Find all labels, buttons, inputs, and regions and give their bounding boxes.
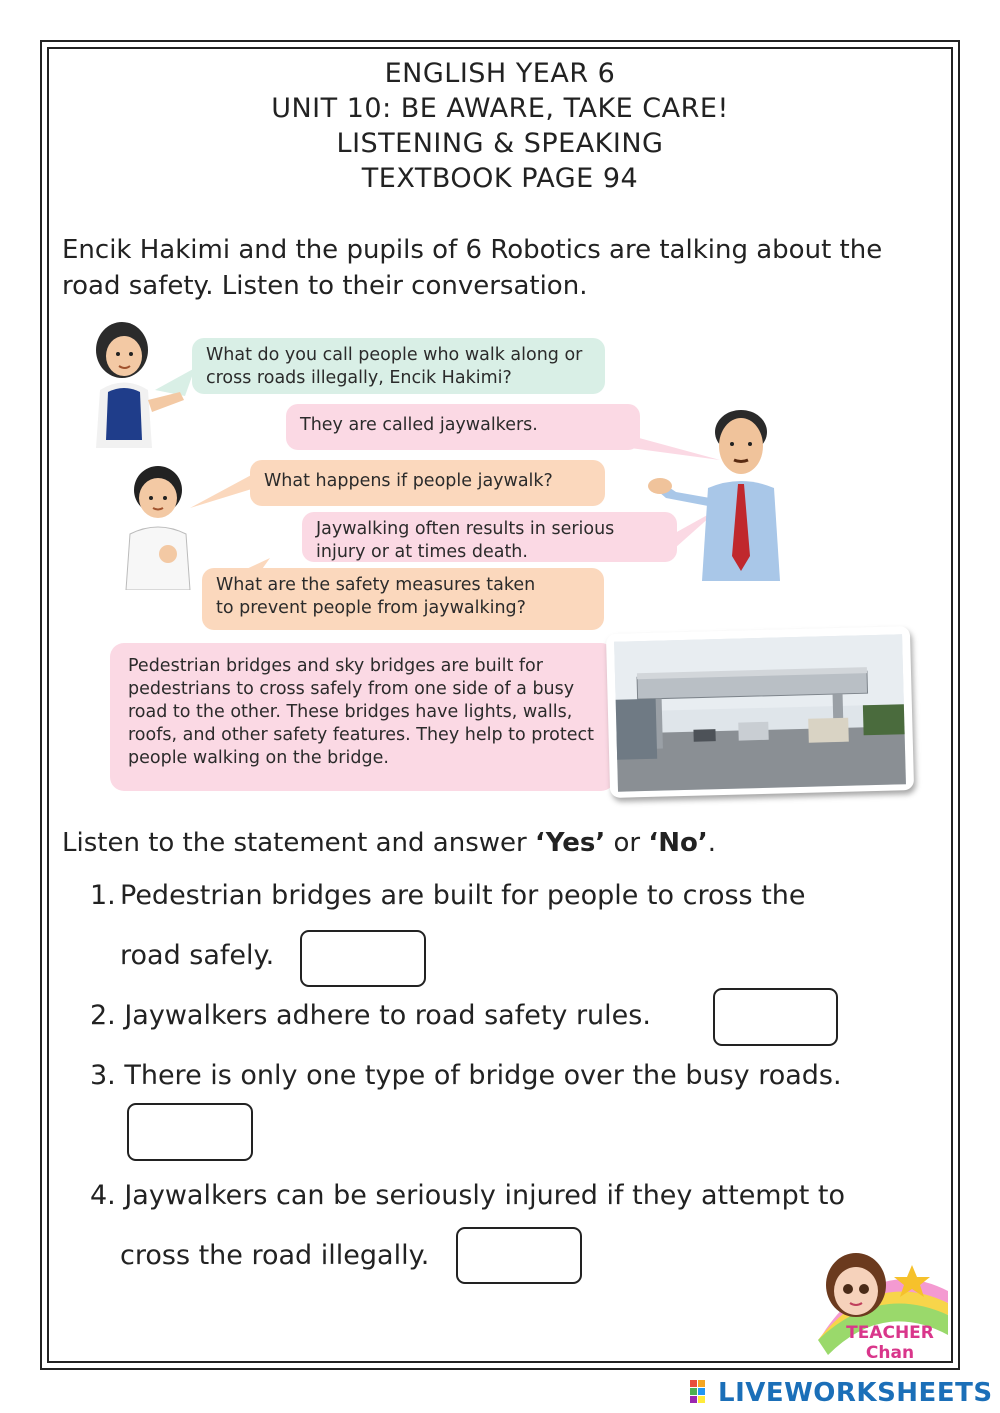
dialog-bubble-teacher-answer: They are called jaywalkers. <box>286 404 640 450</box>
worksheet-header <box>0 56 1000 196</box>
dialog-bubble-safety-question: What are the safety measures taken to prevent people from jaywalking? <box>202 568 604 630</box>
question-2: 2. Jaywalkers adhere to road safety rules. <box>90 1000 651 1031</box>
header-textbook-page: TEXTBOOK PAGE 94 <box>361 163 639 194</box>
header-skill: LISTENING & SPEAKING <box>336 128 664 159</box>
girl-pupil-illustration <box>82 320 194 448</box>
answer-box-4[interactable] <box>456 1227 582 1284</box>
instruction-line <box>62 826 716 860</box>
boy-pupil-illustration <box>118 462 208 590</box>
dialog-bubble-girl-question: What do you call people who walk along or cross roads illegally, Encik Hakimi? <box>192 338 605 394</box>
pedestrian-bridge-photo <box>606 626 914 798</box>
liveworksheets-logo[interactable] <box>690 1378 993 1408</box>
liveworksheets-text: LIVEWORKSHEETS <box>718 1378 993 1408</box>
instruction-yes: ‘Yes’ <box>534 828 606 858</box>
intro-text: Encik Hakimi and the pupils of 6 Robotics are talking about the road safety. Listen to their conversation. <box>62 235 883 301</box>
dialog-bubble-bridges-answer: Pedestrian bridges and sky bridges are built for pedestrians to cross safely from one side of a busy road to the other. These bridges have lights, walls, roofs, and other safety features. They help to protect people walking on the bridge. <box>110 643 615 791</box>
header-subject: ENGLISH YEAR 6 <box>384 58 616 89</box>
answer-box-2[interactable] <box>713 988 838 1046</box>
question-3: 3. There is only one type of bridge over the busy roads. <box>90 1060 842 1091</box>
instruction-suffix: . <box>707 828 717 858</box>
answer-box-3[interactable] <box>127 1103 253 1161</box>
dialog-bubble-boy-question: What happens if people jaywalk? <box>250 460 605 506</box>
dialog-bubble-teacher-injury: Jaywalking often results in serious injury or at times death. <box>302 512 677 562</box>
instruction-no: ‘No’ <box>648 828 708 858</box>
teacher-encik-hakimi-illustration <box>646 406 796 581</box>
question-4-line2: cross the road illegally. <box>120 1240 430 1271</box>
instruction-prefix: Listen to the statement and answer <box>62 828 535 858</box>
mascot-label: TEACHER Chan <box>846 1323 934 1363</box>
question-4-line1: 4. Jaywalkers can be seriously injured if they attempt to <box>90 1180 846 1211</box>
header-unit: UNIT 10: BE AWARE, TAKE CARE! <box>271 93 729 124</box>
bridge-photo-scene <box>606 626 914 798</box>
question-1-line2: road safely. <box>120 940 275 971</box>
teacher-chan-mascot <box>808 1245 950 1363</box>
conversation-illustration <box>80 318 920 808</box>
liveworksheets-icon <box>690 1380 714 1404</box>
question-1-line1: Pedestrian bridges are built for people to cross the <box>120 880 806 911</box>
answer-box-1[interactable] <box>300 930 426 987</box>
question-1-number: 1. <box>90 880 116 911</box>
instruction-or: or <box>605 828 649 858</box>
